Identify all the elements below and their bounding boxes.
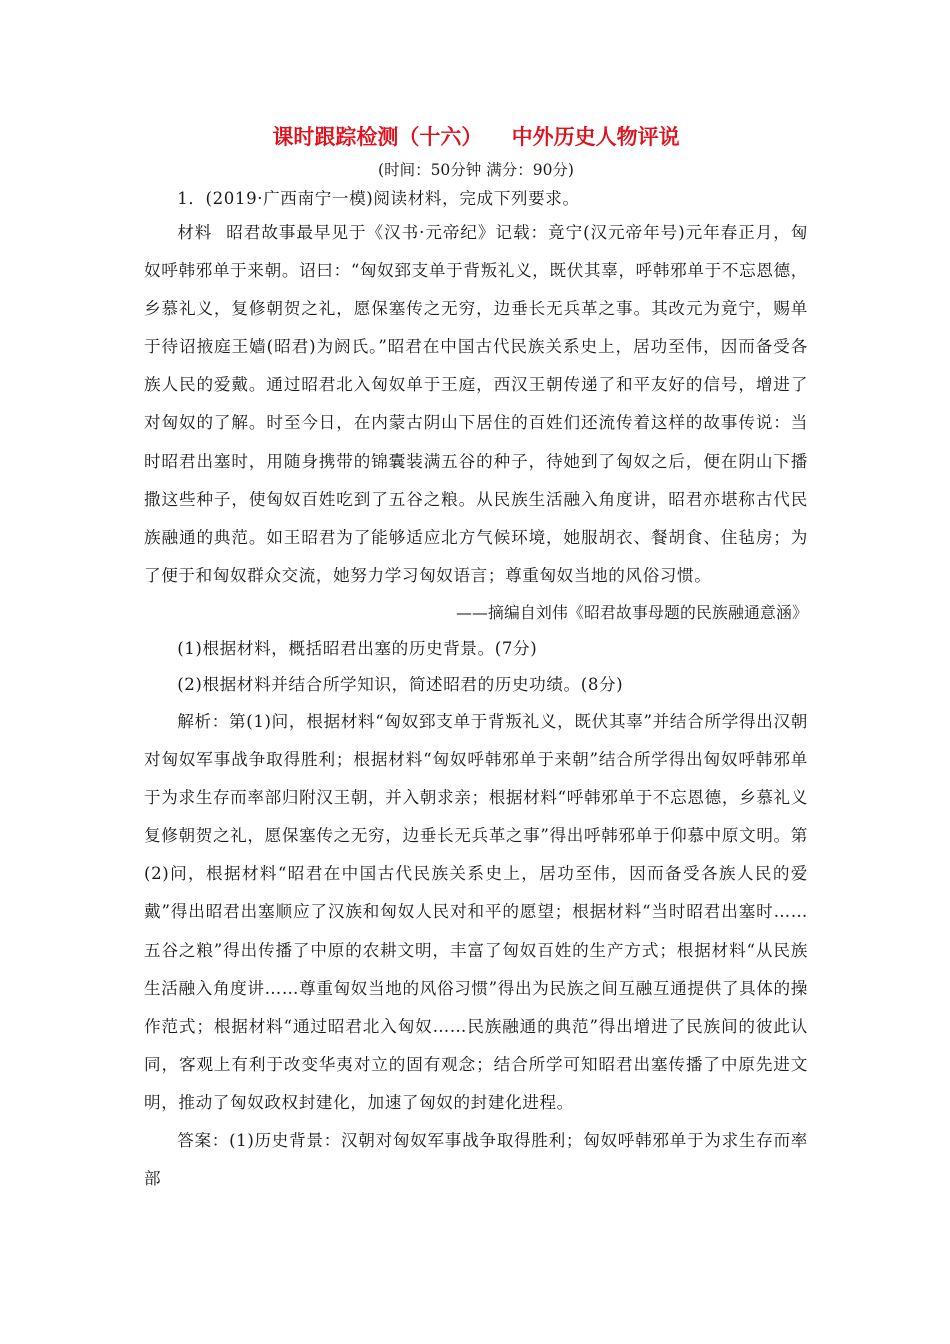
material-text: 昭君故事最早见于《汉书·元帝纪》记载：竟宁(汉元帝年号)元年春正月，匈奴呼韩邪单于来朝。诏曰：“匈奴郅支单于背叛礼义，既伏其辜，呼韩邪单于不忘恩德，乡慕礼义，复修朝贺之礼，愿保塞传之无穷，边垂长无兵革之事。其改元为竟宁，赐单于待诏掖庭王嫱(昭君)为阏氏。”昭君在中国古代民族关系史上，居功至伟，因而备受各族人民的爱戴。通过昭君北入匈奴单于王庭，西汉王朝传递了和平友好的信号，增进了对匈奴的了解。时至今日，在内蒙古阴山下居住的百姓们还流传着这样的故事传说：当时昭君出塞时，用随身携带的锦囊装满五谷的种子，待她到了匈奴之后，便在阴山下播撒这些种子，使匈奴百姓吃到了五谷之粮。从民族生活融入角度讲，昭君亦堪称古代民族融通的典范。如王昭君为了能够适应北方气候环境，她服胡衣、餐胡食、住毡房；为了便于和匈奴群众交流，她努力学习匈奴语言；尊重匈奴当地的风俗习惯。	[144, 223, 808, 585]
sub-question-2: (2)根据材料并结合所学知识，简述昭君的历史功绩。(8分)	[177, 674, 624, 694]
question-intro: 1．(2019·广西南宁一模)阅读材料，完成下列要求。	[177, 189, 580, 208]
material-source: ——摘编自刘伟《昭君故事母题的民族融通意涵》	[456, 602, 808, 622]
material-label: 材料	[177, 223, 213, 242]
answer-paragraph: 答案：(1)历史背景：汉朝对匈奴军事战争取得胜利；匈奴呼韩邪单于为求生存而率部	[144, 1130, 808, 1189]
document-page	[144, 118, 808, 1198]
page-title: 课时跟踪检测（十六） 中外历史人物评说	[272, 124, 680, 149]
sub-question-1: (1)根据材料，概括昭君出塞的历史背景。(7分)	[177, 638, 538, 658]
material-paragraph	[144, 214, 808, 595]
analysis-paragraph: 解析：第(1)问，根据材料“匈奴郅支单于背叛礼义，既伏其辜”并结合所学得出汉朝对匈奴军事战争取得胜利；根据材料“匈奴呼韩邪单于来朝”结合所学得出匈奴呼韩邪单于为求生存而率部归附汉王朝，并入朝求亲；根据材料“呼韩邪单于不忘恩德，乡慕礼义复修朝贺之礼，愿保塞传之无穷，边垂长无兵革之事”得出呼韩邪单于仰慕中原文明。第(2)问，根据材料“昭君在中国古代民族关系史上，居功至伟，因而备受各族人民的爱戴”得出昭君出塞顺应了汉族和匈奴人民对和平的愿望；根据材料“当时昭君出塞时……五谷之粮”得出传播了中原的农耕文明，丰富了匈奴百姓的生产方式；根据材料“从民族生活融入角度讲……尊重匈奴当地的风俗习惯”得出为民族之间互融互通提供了具体的操作范式；根据材料“通过昭君北入匈奴……民族融通的典范”得出增进了民族间的彼此认同，客观上有利于改变华夷对立的固有观念；结合所学可知昭君出塞传播了中原先进文明，推动了匈奴政权封建化，加速了匈奴的封建化进程。	[144, 711, 808, 1112]
exam-meta: (时间：50分钟 满分：90分)	[378, 161, 574, 179]
